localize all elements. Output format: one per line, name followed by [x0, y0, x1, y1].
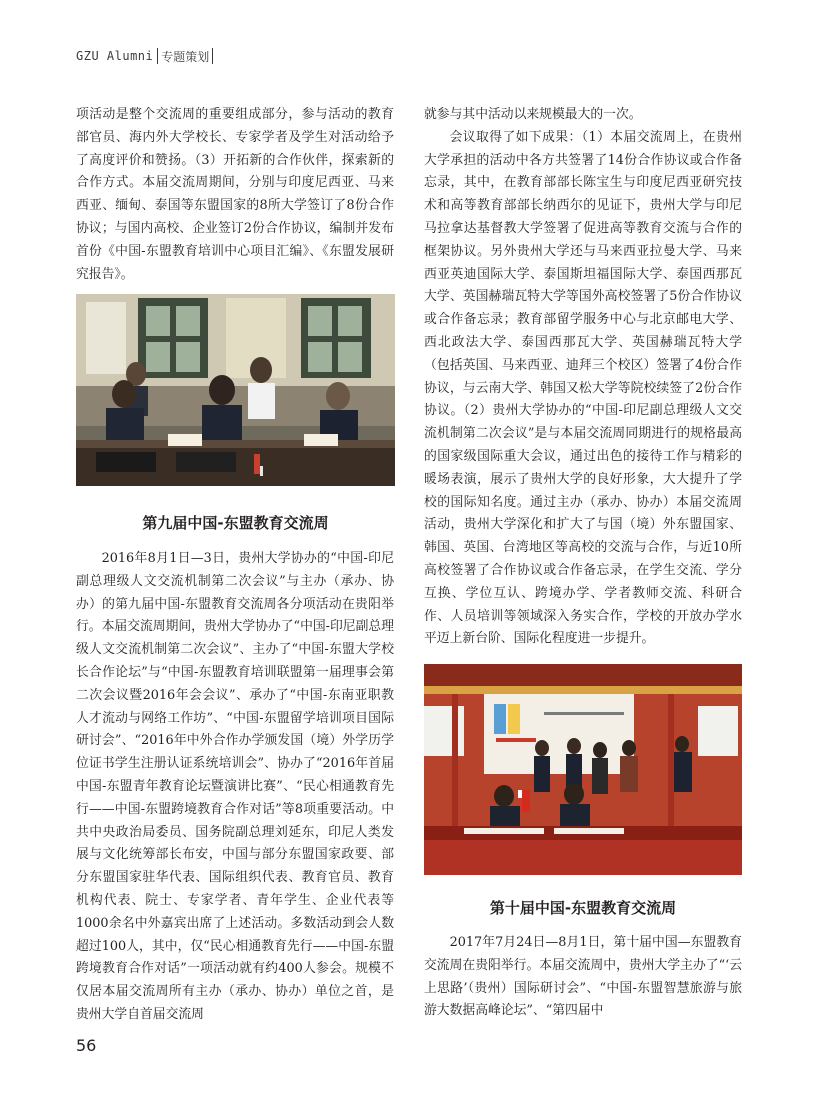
paragraph: 就参与其中活动以来规模最大的一次。: [424, 107, 642, 122]
page-number: 56: [76, 1036, 97, 1055]
section-heading-9: 第九届中国-东盟教育交流周: [142, 514, 329, 532]
left-column-top-text: [76, 104, 394, 286]
meeting-photo-icon: [76, 294, 395, 486]
section-heading-10: 第十届中国-东盟教育交流周: [489, 899, 677, 917]
left-column-bottom-text: [76, 548, 394, 1027]
meeting-photo: [76, 294, 395, 486]
header-divider: [157, 48, 158, 64]
section-name: 专题策划: [161, 49, 210, 64]
header-divider-end: [212, 48, 213, 64]
magazine-name: GZU Alumni: [76, 49, 154, 63]
right-column-top-text: [424, 104, 742, 651]
right-column-bottom-text: [424, 932, 742, 1023]
paragraph: 项活动是整个交流周的重要组成部分，参与活动的教育部官员、海内外大学校长、专家学者及学生对活动给予了高度评价和赞扬。（3）开拓新的合作伙伴，探索新的合作方式。本届交流周期间，分别与印度尼西亚、马来西亚、缅甸、泰国等东盟国家的8所大学签订了8份合作协议；与国内高校、企业签订2份合作协议，编制并发布首份《中国-东盟教育培训中心项目汇编》、《东盟发展研究报告》。: [76, 107, 394, 282]
paragraph: 会议取得了如下成果：（1）本届交流周上，在贵州大学承担的活动中各方共签署了14份合作协议或合作备忘录，其中，在教育部部长陈宝生与印度尼西亚研究技术和高等教育部部长纳西尔的见证下，贵州大学与印尼马拉拿达基督教大学签署了促进高等教育交流与合作的框架协议。另外贵州大学还与马来西亚拉曼大学、马来西亚英迪国际大学、泰国斯坦福国际大学、泰国西那瓦大学、英国赫瑞瓦特大学等国外高校签署了5份合作协议或合作备忘录；教育部留学服务中心与北京邮电大学、西北政法大学、泰国西那瓦大学、英国赫瑞瓦特大学（包括英国、马来西亚、迪拜三个校区）签署了4份合作协议，与云南大学、韩国又松大学等院校续签了2份合作协议。（2）贵州大学协办的“中国-印尼副总理级人文交流机制第二次会议”是与本届交流周同期进行的规格最高的国家级国际重大会议，通过出色的接待工作与精彩的暖场表演，展示了贵州大学的良好形象，大大提升了学校的国际知名度。通过主办（承办、协办）本届交流周活动，贵州大学深化和扩大了与国（境）外东盟国家、韩国、英国、台湾地区等高校的交流与合作，与近10所高校签署了合作协议或合作备忘录，在学生交流、学分互换、学位互认、跨境办学、学者教师交流、科研合作、人员培训等领域深入务实合作，学校的开放办学水平迈上新台阶、国际化程度进一步提升。: [424, 129, 742, 647]
signing-ceremony-photo-icon: [424, 664, 742, 875]
paragraph: 2016年8月1日—3日，贵州大学协办的“中国-印尼副总理级人文交流机制第二次会议”与主办（承办、协办）的第九届中国-东盟教育交流周各分项活动在贵阳举行。本届交流周期间，贵州大学协办了“中国-印尼副总理级人文交流机制第二次会议”、主办了“中国-东盟大学校长合作论坛”与“中国-东盟教育培训联盟第一届理事会第二次会议暨2016年会会议”、承办了“中国-东南亚职教人才流动与网络工作坊”、“中国-东盟留学培训项目国际研讨会”、“2016年中外合作办学颁发国（境）外学历学位证书学生注册认证系统培训会”、协办了“2016年首届中国-东盟青年教育论坛暨演讲比赛”、“民心相通教育先行——中国-东盟跨境教育合作对话”等8项重要活动。中共中央政治局委员、国务院副总理刘延东，印尼人类发展与文化统筹部长布安，中国与部分东盟国家政要、部分东盟国家驻华代表、国际组织代表、教育官员、教育机构代表、院士、专家学者、青年学生、企业代表等1000余名中外嘉宾出席了上述活动。多数活动到会人数超过100人，其中，仅“民心相通教育先行——中国-东盟跨境教育合作对话”一项活动就有约400人参会。规模不仅居本届交流周所有主办（承办、协办）单位之首，是贵州大学自首届交流周: [76, 551, 394, 1022]
running-header: [76, 46, 216, 66]
paragraph: 2017年7月24日—8月1日，第十届中国—东盟教育交流周在贵阳举行。本届交流周中，贵州大学主办了“‘云上思路’（贵州）国际研讨会”、“中国-东盟智慧旅游与旅游大数据高峰论坛”、“第四届中: [424, 935, 742, 1019]
signing-ceremony-photo: [424, 664, 742, 875]
